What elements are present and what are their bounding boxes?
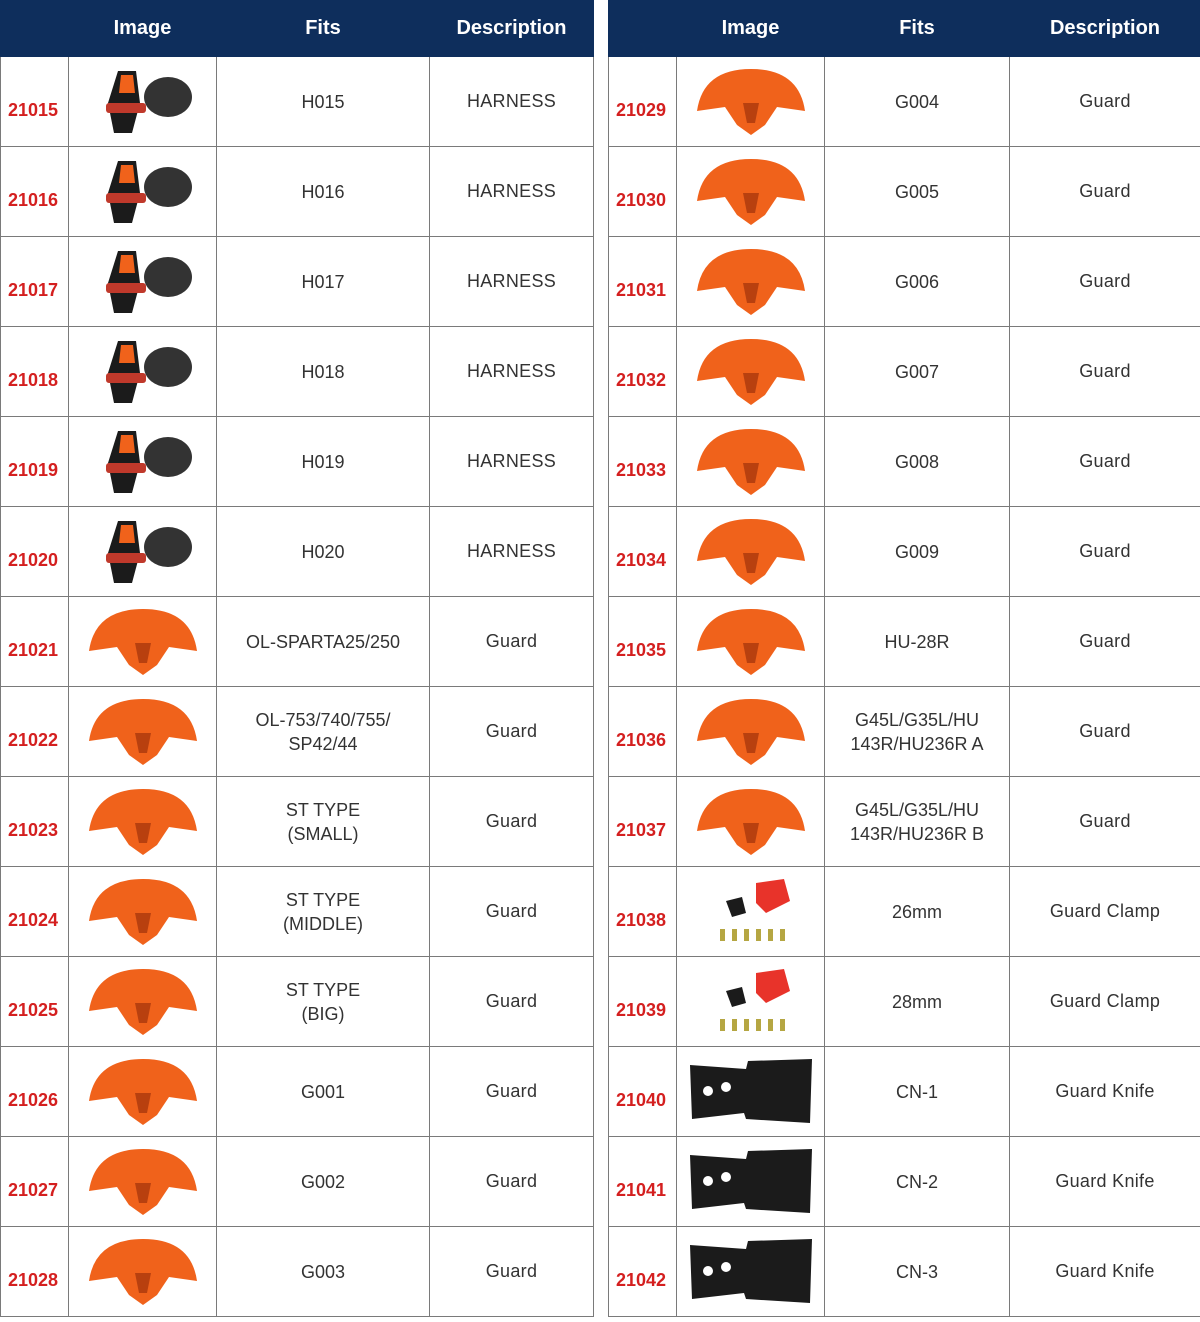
part-code xyxy=(1,327,69,417)
part-fits xyxy=(825,57,1010,147)
part-code xyxy=(1,57,69,147)
harness-icon xyxy=(69,417,216,506)
table-row xyxy=(609,867,1200,957)
guard-icon xyxy=(677,507,824,596)
part-fits xyxy=(825,597,1010,687)
part-code xyxy=(1,1137,69,1227)
part-fits-text: 26mm xyxy=(891,901,942,922)
table-row xyxy=(1,57,594,147)
part-description: Guard xyxy=(1010,687,1200,777)
part-code-text: 21024 xyxy=(8,910,59,930)
part-fits xyxy=(217,147,430,237)
guard-knife-icon xyxy=(677,1137,824,1226)
part-code-text: 21015 xyxy=(8,100,59,120)
part-fits-text: G009 xyxy=(894,541,940,562)
part-fits-text: CN-3 xyxy=(895,1261,938,1282)
part-fits xyxy=(217,57,430,147)
part-fits xyxy=(217,1137,430,1227)
part-fits xyxy=(825,147,1010,237)
harness-icon xyxy=(69,57,216,146)
guard-icon xyxy=(69,1227,216,1316)
part-description: Guard xyxy=(430,1047,594,1137)
part-image xyxy=(69,777,217,867)
part-code-text: 21029 xyxy=(616,100,667,120)
part-image xyxy=(677,417,825,507)
parts-table-right xyxy=(608,0,1200,1317)
part-description: Guard xyxy=(430,687,594,777)
description-header: Description xyxy=(430,1,594,57)
part-code-text: 21031 xyxy=(616,280,667,300)
part-code xyxy=(609,327,677,417)
part-code xyxy=(1,417,69,507)
part-description: HARNESS xyxy=(430,417,594,507)
part-fits-text: G008 xyxy=(894,451,940,472)
table-row xyxy=(1,957,594,1047)
table-row xyxy=(609,597,1200,687)
harness-icon xyxy=(69,237,216,326)
part-fits xyxy=(217,957,430,1047)
part-fits xyxy=(825,1227,1010,1317)
table-row xyxy=(609,327,1200,417)
part-fits xyxy=(217,327,430,417)
part-fits-text: G005 xyxy=(894,181,940,202)
part-fits-text: OL-SPARTA25/250 xyxy=(245,631,401,652)
part-image xyxy=(69,867,217,957)
part-fits-text: G007 xyxy=(894,361,940,382)
guard-icon xyxy=(677,687,824,776)
part-image xyxy=(69,507,217,597)
guard-icon xyxy=(69,867,216,956)
part-code xyxy=(609,1227,677,1317)
guard-clamp-icon xyxy=(677,867,824,956)
part-image xyxy=(677,777,825,867)
part-code xyxy=(609,957,677,1047)
part-description: Guard xyxy=(430,1137,594,1227)
part-description: Guard Knife xyxy=(1010,1047,1200,1137)
part-fits-text: H020 xyxy=(301,541,345,562)
table-row xyxy=(1,1137,594,1227)
part-code-text: 21038 xyxy=(616,910,667,930)
part-description: Guard xyxy=(430,777,594,867)
part-fits-text: HU-28R xyxy=(884,631,950,652)
table-row xyxy=(1,687,594,777)
part-code-text: 21020 xyxy=(8,550,59,570)
part-description: HARNESS xyxy=(430,147,594,237)
part-fits-text: ST TYPE (MIDDLE) xyxy=(283,889,363,934)
part-code-text: 21042 xyxy=(616,1270,667,1290)
part-image xyxy=(677,597,825,687)
part-fits-text: G002 xyxy=(300,1171,346,1192)
part-code xyxy=(1,597,69,687)
harness-icon xyxy=(69,327,216,416)
part-image xyxy=(69,1137,217,1227)
table-row xyxy=(1,147,594,237)
table-row xyxy=(1,777,594,867)
part-fits-text: G003 xyxy=(300,1261,346,1282)
part-fits-text: H018 xyxy=(301,361,345,382)
part-code xyxy=(609,507,677,597)
part-description: Guard xyxy=(430,867,594,957)
part-description: Guard xyxy=(430,1227,594,1317)
guard-knife-icon xyxy=(677,1047,824,1136)
part-fits-text: G45L/G35L/HU 143R/HU236R A xyxy=(850,709,984,754)
part-fits-text: H016 xyxy=(301,181,345,202)
part-description: Guard xyxy=(1010,777,1200,867)
part-fits xyxy=(217,777,430,867)
table-row xyxy=(609,1047,1200,1137)
harness-icon xyxy=(69,507,216,596)
table-row xyxy=(1,237,594,327)
part-code-text: 21034 xyxy=(616,550,667,570)
part-code-text: 21037 xyxy=(616,820,667,840)
part-fits xyxy=(825,777,1010,867)
part-description: Guard Knife xyxy=(1010,1227,1200,1317)
part-image xyxy=(677,507,825,597)
part-code-text: 21018 xyxy=(8,370,59,390)
table-row xyxy=(609,417,1200,507)
guard-icon xyxy=(677,327,824,416)
part-fits xyxy=(825,687,1010,777)
part-description: Guard xyxy=(1010,507,1200,597)
part-image xyxy=(69,1227,217,1317)
part-image xyxy=(677,687,825,777)
part-image xyxy=(69,687,217,777)
part-image xyxy=(677,327,825,417)
part-image xyxy=(69,597,217,687)
part-code-text: 21025 xyxy=(8,1000,59,1020)
part-fits xyxy=(825,1137,1010,1227)
part-fits xyxy=(217,237,430,327)
table-row xyxy=(1,507,594,597)
part-code xyxy=(609,417,677,507)
part-description: HARNESS xyxy=(430,57,594,147)
part-fits-text: ST TYPE (BIG) xyxy=(285,979,361,1024)
guard-icon xyxy=(677,57,824,146)
part-image xyxy=(69,327,217,417)
part-code-text: 21021 xyxy=(8,640,59,660)
part-description: Guard xyxy=(430,597,594,687)
table-row xyxy=(1,867,594,957)
part-fits-text: G006 xyxy=(894,271,940,292)
header-row xyxy=(1,1,594,57)
part-fits-text: G001 xyxy=(300,1081,346,1102)
part-fits xyxy=(217,687,430,777)
guard-icon xyxy=(69,687,216,776)
part-description: Guard xyxy=(430,957,594,1047)
guard-icon xyxy=(69,777,216,866)
part-description: Guard xyxy=(1010,417,1200,507)
part-image xyxy=(69,417,217,507)
part-description: HARNESS xyxy=(430,507,594,597)
part-fits xyxy=(825,327,1010,417)
table-row xyxy=(609,147,1200,237)
part-fits xyxy=(217,597,430,687)
part-fits xyxy=(825,957,1010,1047)
part-fits xyxy=(825,867,1010,957)
part-code-text: 21023 xyxy=(8,820,59,840)
part-code xyxy=(1,957,69,1047)
part-code-text: 21026 xyxy=(8,1090,59,1110)
part-fits-text: ST TYPE (SMALL) xyxy=(285,799,361,844)
part-fits-text: 28mm xyxy=(891,991,942,1012)
guard-icon xyxy=(677,777,824,866)
part-fits-text: G45L/G35L/HU 143R/HU236R B xyxy=(849,799,985,844)
part-image xyxy=(677,1047,825,1137)
guard-icon xyxy=(677,237,824,326)
part-code-text: 21032 xyxy=(616,370,667,390)
part-fits xyxy=(217,867,430,957)
table-row xyxy=(609,237,1200,327)
part-code-text: 21041 xyxy=(616,1180,667,1200)
parts-table-left xyxy=(0,0,594,1317)
part-code-text: 21016 xyxy=(8,190,59,210)
part-fits-text: G004 xyxy=(894,91,940,112)
part-code xyxy=(1,1047,69,1137)
guard-icon xyxy=(69,957,216,1046)
part-code-text: 21019 xyxy=(8,460,59,480)
part-fits xyxy=(825,417,1010,507)
fits-header: Fits xyxy=(217,1,430,57)
table-row xyxy=(609,507,1200,597)
part-image xyxy=(677,57,825,147)
table-row xyxy=(1,1227,594,1317)
part-image xyxy=(677,1137,825,1227)
part-code xyxy=(1,507,69,597)
fits-header: Fits xyxy=(825,1,1010,57)
harness-icon xyxy=(69,147,216,236)
part-image xyxy=(677,237,825,327)
guard-icon xyxy=(677,417,824,506)
part-image xyxy=(677,1227,825,1317)
part-code-text: 21022 xyxy=(8,730,59,750)
table-row xyxy=(609,957,1200,1047)
part-description: Guard Clamp xyxy=(1010,867,1200,957)
part-code xyxy=(609,57,677,147)
guard-icon xyxy=(69,1047,216,1136)
part-description: Guard xyxy=(1010,327,1200,417)
part-fits xyxy=(217,417,430,507)
part-fits xyxy=(217,1227,430,1317)
image-header: Image xyxy=(69,1,217,57)
part-image xyxy=(69,237,217,327)
table-row xyxy=(609,1227,1200,1317)
part-code-text: 21039 xyxy=(616,1000,667,1020)
part-code xyxy=(1,237,69,327)
part-description: Guard xyxy=(1010,147,1200,237)
code-header xyxy=(609,1,677,57)
table-row xyxy=(1,327,594,417)
part-image xyxy=(69,1047,217,1137)
part-code xyxy=(1,777,69,867)
part-fits-text: OL-753/740/755/ SP42/44 xyxy=(255,709,391,754)
guard-icon xyxy=(69,1137,216,1226)
part-code xyxy=(1,147,69,237)
part-description: Guard xyxy=(1010,237,1200,327)
part-description: Guard xyxy=(1010,57,1200,147)
part-image xyxy=(69,57,217,147)
part-code xyxy=(1,1227,69,1317)
part-description: Guard xyxy=(1010,597,1200,687)
part-code-text: 21028 xyxy=(8,1270,59,1290)
guard-icon xyxy=(677,147,824,236)
part-image xyxy=(677,867,825,957)
table-row xyxy=(1,1047,594,1137)
part-code xyxy=(1,687,69,777)
part-code-text: 21030 xyxy=(616,190,667,210)
part-code xyxy=(609,687,677,777)
table-row xyxy=(1,417,594,507)
part-code-text: 21017 xyxy=(8,280,59,300)
part-description: Guard Clamp xyxy=(1010,957,1200,1047)
part-code xyxy=(609,597,677,687)
code-header xyxy=(1,1,69,57)
part-fits-text: CN-2 xyxy=(895,1171,938,1192)
table-row xyxy=(609,57,1200,147)
part-fits-text: H019 xyxy=(301,451,345,472)
guard-icon xyxy=(677,597,824,686)
part-code xyxy=(609,777,677,867)
table-row xyxy=(609,777,1200,867)
table-row xyxy=(609,687,1200,777)
part-description: Guard Knife xyxy=(1010,1137,1200,1227)
image-header: Image xyxy=(677,1,825,57)
part-description: HARNESS xyxy=(430,327,594,417)
part-fits xyxy=(217,507,430,597)
guard-knife-icon xyxy=(677,1227,824,1316)
part-image xyxy=(677,147,825,237)
part-fits xyxy=(825,1047,1010,1137)
part-code xyxy=(609,1047,677,1137)
guard-clamp-icon xyxy=(677,957,824,1046)
part-code-text: 21035 xyxy=(616,640,667,660)
part-description: HARNESS xyxy=(430,237,594,327)
part-fits xyxy=(217,1047,430,1137)
part-fits xyxy=(825,237,1010,327)
part-code-text: 21036 xyxy=(616,730,667,750)
part-code-text: 21027 xyxy=(8,1180,59,1200)
part-code xyxy=(1,867,69,957)
part-code-text: 21033 xyxy=(616,460,667,480)
description-header: Description xyxy=(1010,1,1200,57)
table-row xyxy=(1,597,594,687)
part-fits-text: H017 xyxy=(301,271,345,292)
part-fits xyxy=(825,507,1010,597)
part-code xyxy=(609,147,677,237)
part-code xyxy=(609,867,677,957)
header-row xyxy=(609,1,1200,57)
part-fits-text: CN-1 xyxy=(895,1081,938,1102)
part-image xyxy=(69,957,217,1047)
part-code-text: 21040 xyxy=(616,1090,667,1110)
part-code xyxy=(609,237,677,327)
guard-icon xyxy=(69,597,216,686)
part-fits-text: H015 xyxy=(301,91,345,112)
part-image xyxy=(69,147,217,237)
part-image xyxy=(677,957,825,1047)
part-code xyxy=(609,1137,677,1227)
table-row xyxy=(609,1137,1200,1227)
